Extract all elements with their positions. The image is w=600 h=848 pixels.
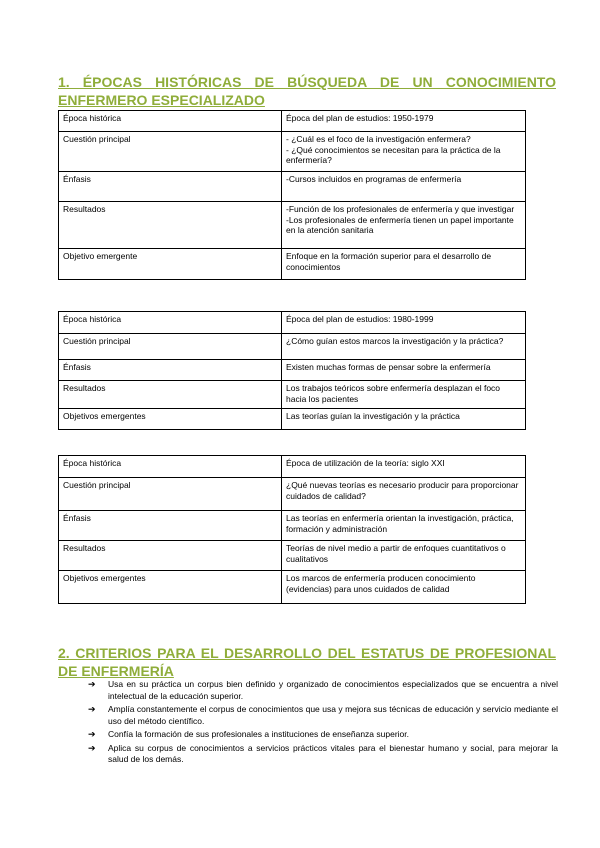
row-value xyxy=(282,249,526,280)
arrow-bullet-icon: ➔ xyxy=(88,729,96,739)
row-value xyxy=(282,541,526,571)
row-value xyxy=(282,571,526,604)
table-row xyxy=(59,202,526,249)
list-item-text: Usa en su práctica un corpus bien definido y organizado de conocimientos especializados que se encuentra a nivel intelectual de la educación superior. xyxy=(108,679,558,701)
table-row xyxy=(59,334,526,360)
row-label: Época histórica xyxy=(59,312,282,334)
arrow-bullet-icon: ➔ xyxy=(88,704,96,714)
row-value xyxy=(282,381,526,409)
row-value xyxy=(282,334,526,360)
table-row xyxy=(59,409,526,430)
row-label: Énfasis xyxy=(59,511,282,541)
list-item xyxy=(88,704,558,727)
list-item-text: Amplía constantemente el corpus de conocimientos que usa y mejora sus técnicas de educación y servicio mediante el uso del método científico. xyxy=(108,704,558,726)
table-row xyxy=(59,381,526,409)
list-item-text: Confía la formación de sus profesionales a instituciones de enseñanza superior. xyxy=(108,729,409,739)
row-label: Énfasis xyxy=(59,172,282,202)
table-row xyxy=(59,172,526,202)
row-value-line: - ¿Qué conocimientos se necesitan para la práctica de la enfermería? xyxy=(286,144,501,165)
arrow-bullet-icon: ➔ xyxy=(88,742,96,753)
row-value-line: Las teorías en enfermería orientan la investigación, práctica, formación y administración xyxy=(286,513,514,534)
table-epoch-1950-1979 xyxy=(58,110,526,280)
row-label: Objetivos emergentes xyxy=(59,409,282,430)
row-label: Cuestión principal xyxy=(59,132,282,172)
list-item xyxy=(88,729,558,741)
row-value-line: Las teorías guían la investigación y la práctica xyxy=(286,411,460,421)
table-row xyxy=(59,132,526,172)
row-value-line: -Cursos incluidos en programas de enfermería xyxy=(286,174,462,184)
row-label: Objetivo emergente xyxy=(59,249,282,280)
row-value xyxy=(282,172,526,202)
row-value xyxy=(282,456,526,478)
table-row xyxy=(59,571,526,604)
row-value-line: Época de utilización de la teoría: siglo XXI xyxy=(286,458,445,468)
row-value xyxy=(282,360,526,381)
row-label: Resultados xyxy=(59,541,282,571)
table-row xyxy=(59,360,526,381)
section-2-heading: 2. CRITERIOS PARA EL DESARROLLO DEL ESTATUS DE PROFESIONAL DE ENFERMERÍA xyxy=(58,645,556,679)
row-label: Época histórica xyxy=(59,456,282,478)
row-label: Resultados xyxy=(59,381,282,409)
row-value-line: Enfoque en la formación superior para el desarrollo de conocimientos xyxy=(286,251,492,272)
row-value xyxy=(282,202,526,249)
row-value xyxy=(282,132,526,172)
table-epoch-1980-1999 xyxy=(58,311,526,430)
row-value xyxy=(282,511,526,541)
row-value-line: ¿Qué nuevas teorías es necesario producir para proporcionar cuidados de calidad? xyxy=(286,480,519,501)
row-value-line: Los trabajos teóricos sobre enfermería desplazan el foco hacia los pacientes xyxy=(286,383,501,404)
table-row xyxy=(59,478,526,511)
row-value xyxy=(282,478,526,511)
row-value xyxy=(282,409,526,430)
list-item xyxy=(88,679,558,702)
row-value xyxy=(282,312,526,334)
row-value-line: - ¿Cuál es el foco de la investigación enfermera? xyxy=(286,134,471,144)
arrow-bullet-icon: ➔ xyxy=(88,679,96,689)
row-value-line: -Función de los profesionales de enfermería y que investigar xyxy=(286,204,515,214)
row-value-line: Existen muchas formas de pensar sobre la enfermería xyxy=(286,362,491,372)
row-value xyxy=(282,111,526,132)
row-value-line: Los marcos de enfermería producen conocimiento (evidencias) para unos cuidados de calidad xyxy=(286,573,476,594)
table-row xyxy=(59,111,526,132)
table-row xyxy=(59,511,526,541)
list-item xyxy=(88,743,558,766)
row-label: Resultados xyxy=(59,202,282,249)
table-row xyxy=(59,456,526,478)
list-item-text: Aplica su corpus de conocimientos a servicios prácticos vitales para el bienestar humano y social, para mejorar la salud de los demás. xyxy=(108,742,558,764)
row-value-line: -Los profesionales de enfermería tienen un papel importante en la atención sanitaria xyxy=(286,214,514,235)
row-value-line: Teorías de nivel medio a partir de enfoques cuantitativos o cualitativos xyxy=(286,543,506,564)
criteria-list xyxy=(88,679,558,768)
row-label: Época histórica xyxy=(59,111,282,132)
row-label: Cuestión principal xyxy=(59,334,282,360)
row-label: Énfasis xyxy=(59,360,282,381)
table-row xyxy=(59,249,526,280)
row-label: Cuestión principal xyxy=(59,478,282,511)
section-1-heading: 1. ÉPOCAS HISTÓRICAS DE BÚSQUEDA DE UN CONOCIMIENTO ENFERMERO ESPECIALIZADO xyxy=(58,74,556,108)
row-value-line: Época del plan de estudios: 1980-1999 xyxy=(286,314,434,324)
row-value-line: Época del plan de estudios: 1950-1979 xyxy=(286,113,434,123)
row-label: Objetivos emergentes xyxy=(59,571,282,604)
table-row xyxy=(59,312,526,334)
row-value-line: ¿Cómo guían estos marcos la investigación y la práctica? xyxy=(286,336,504,346)
table-row xyxy=(59,541,526,571)
table-epoch-siglo-xxi xyxy=(58,455,526,604)
